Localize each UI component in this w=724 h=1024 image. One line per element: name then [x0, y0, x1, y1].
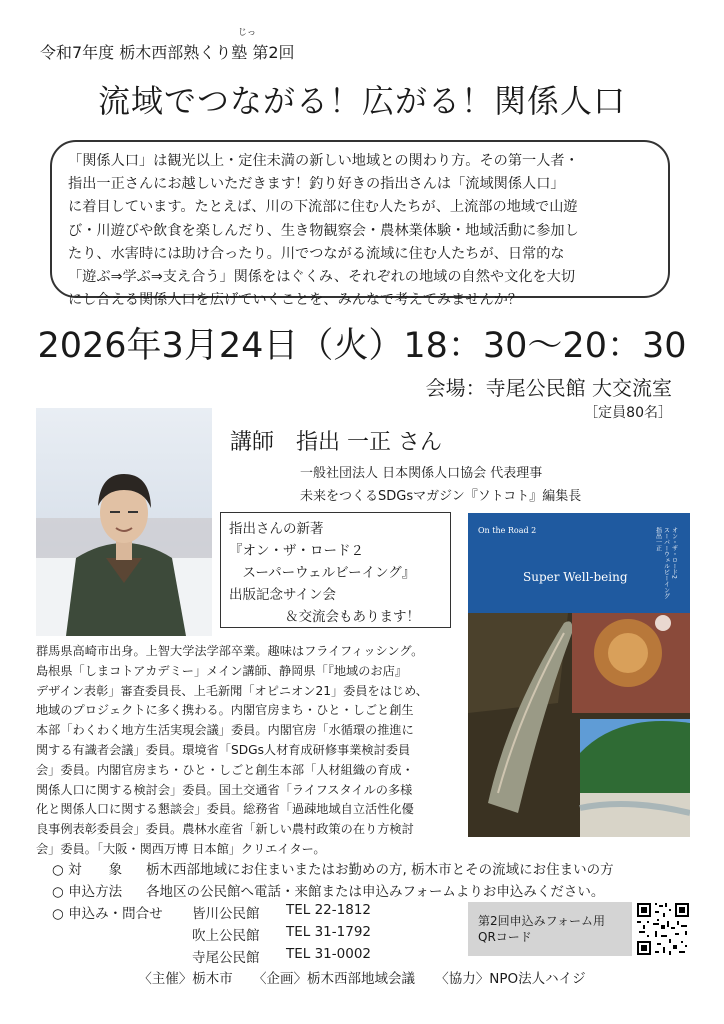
lecturer-photo — [36, 408, 212, 636]
event-venue: 会場：寺尾公民館 大交流室 — [425, 376, 672, 400]
intro-text — [68, 150, 656, 312]
intro-line: び・川遊びや飲食を楽しんだり、生き物観察会・農林業体験・地域活動に参加し — [68, 222, 579, 239]
qr-code[interactable] — [635, 901, 691, 957]
contact-tel: TEL 22-1812 — [286, 902, 371, 918]
book-cover — [468, 513, 690, 837]
organizers-footer: 〈主催〉栃木市 〈企画〉栃木西部地域会議 〈協力〉NPO法人ハイジ — [138, 971, 586, 987]
bio-line: 関係人口に関する検討会」委員。国土交通省「ライフスタイルの多様 — [36, 782, 413, 797]
cover-title: Super Well-being — [523, 570, 628, 584]
main-title: 流域でつながる！広がる！関係人口 — [97, 82, 626, 120]
book-line: スーパーウェルビーイング』 — [229, 565, 416, 581]
intro-line: 指出一正さんにお越しいただきます！釣り好きの指出さんは「流域関係人口」 — [68, 176, 565, 193]
intro-line: 「遊ぶ⇒学ぶ⇒支え合う」関係をはぐくみ、それぞれの地域の自然や文化を大切 — [68, 269, 576, 286]
contact-label: ○ 申込み・問合せ — [52, 906, 163, 922]
qr-label-line: 第2回申込みフォーム用 — [478, 914, 606, 928]
book-line: ＆交流会もあります！ — [285, 609, 420, 625]
cover-author: 指出一正 — [654, 527, 662, 551]
target-text: 栃木西部地域にお住まいまたはお勤めの方, 栃木市とその流域にお住まいの方 — [146, 862, 614, 878]
bio-line: 化と関係人口に関する懇談会」委員。総務省「過疎地域自立活性化優 — [36, 802, 414, 817]
cover-series: On the Road 2 — [478, 526, 537, 535]
lecturer-affiliation: 未来をつくるSDGsマガジン『ソトコト』編集長 — [300, 489, 582, 504]
series-title: 令和7年度 栃木西部熟くり塾 第2回 — [40, 43, 295, 62]
apply-label: ○ 申込方法 — [52, 884, 123, 900]
event-datetime: 2026年3月24日（火）18：30～20：30 — [37, 326, 687, 366]
bio-line: 会」委員。内閣官房まち・ひと・しごと創生本部「人材組織の育成・ — [36, 762, 414, 777]
bio-line: 地域のプロジェクトに多く携わる。内閣官房まち・ひと・しごと創生 — [36, 703, 414, 718]
bio-line: 島根県「しまコトアカデミー」メイン講師、静岡県「『地域のお店』 — [36, 663, 407, 678]
contact-name: 吹上公民館 — [192, 928, 260, 944]
bio-line: 本部「わくわく地方生活実現会議」委員。内閣官房「水循環の推進に — [36, 723, 414, 738]
apply-text: 各地区の公民館へ電話・来館または申込みフォームよりお申込みください。 — [146, 884, 605, 900]
book-line: 『オン・ザ・ロード２ — [229, 543, 364, 559]
book-line: 出版記念サイン会 — [229, 587, 337, 603]
bio-line: 会」委員。「大阪・関西万博 日本館」クリエイター。 — [36, 841, 326, 856]
book-line: 指出さんの新著 — [229, 521, 324, 537]
bio-line: 良事例表彰委員会」委員。農林水産省「新しい農村政策の在り方検討 — [36, 822, 414, 837]
ruby-annotation: じっ — [238, 28, 257, 38]
qr-label-line: QRコード — [478, 930, 532, 944]
bio-line: デザイン表彰」審査委員長、上毛新聞「オピニオン21」委員をはじめ、 — [36, 683, 428, 698]
lecturer-biography — [36, 642, 466, 860]
intro-line: 「関係人口」は観光以上・定住未満の新しい地域との関わり方。その第一人者・ — [68, 153, 579, 169]
cover-vertical-subtitle: スーパーウェルビーイング — [662, 527, 670, 599]
event-capacity: ［定員80名］ — [584, 405, 672, 421]
contact-name: 皆川公民館 — [192, 906, 260, 922]
target-label: ○ 対 象 — [52, 862, 123, 878]
contact-tel: TEL 31-0002 — [286, 946, 371, 962]
cover-vertical-title: オン・ザ・ロード2 — [670, 527, 678, 579]
bio-line: 群馬県高崎市出身。上智大学法学部卒業。趣味はフライフィッシング。 — [36, 644, 424, 658]
intro-line: たり、水害時には助け合ったり。川でつながる流域に住む人たちが、日常的な — [68, 245, 565, 262]
qr-label — [478, 913, 605, 945]
lecturer-heading: 講師 指出 一正 さん — [230, 430, 442, 455]
bio-line: 関する有識者会議」委員。環境省「SDGs人材育成研修事業検討委員 — [36, 742, 411, 757]
contact-name: 寺尾公民館 — [192, 950, 260, 966]
lecturer-affiliation: 一般社団法人 日本関係人口協会 代表理事 — [300, 466, 543, 481]
contact-tel: TEL 31-1792 — [286, 924, 371, 940]
intro-line: にし合える関係人口を広げていくことを、みんなで考えてみませんか？ — [68, 292, 523, 309]
intro-line: に着目しています。たとえば、川の下流部に住む人たちが、上流部の地域で山遊 — [68, 199, 578, 216]
